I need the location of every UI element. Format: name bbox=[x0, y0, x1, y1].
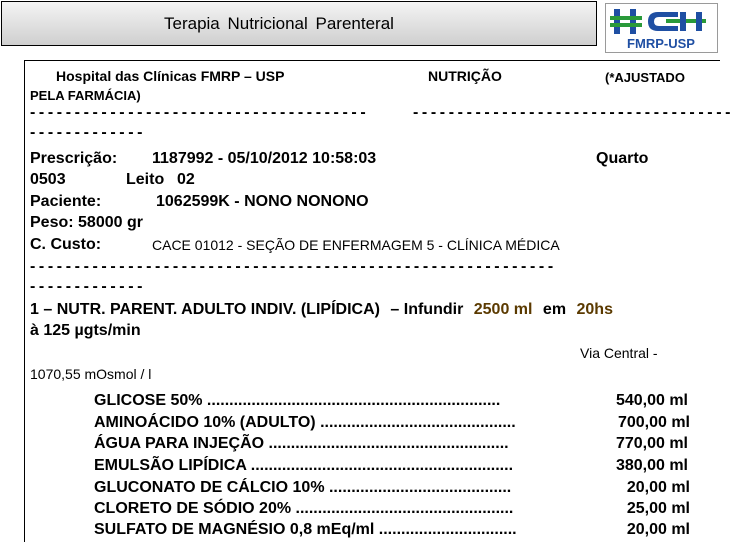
solution-name: ÁGUA PARA INJEÇÃO ...................................................... bbox=[94, 435, 509, 452]
infusion-rate: à 125 µgts/min bbox=[30, 322, 141, 339]
room-value: 0503 bbox=[30, 171, 66, 188]
slide-title: Terapia Nutricional Parenteral bbox=[1, 1, 597, 46]
bed-label: Leito bbox=[126, 171, 165, 188]
infusion-volume: 2500 ml bbox=[473, 301, 533, 318]
patient-value: 1062599K - NONO NONONO bbox=[156, 193, 369, 210]
separator-line: ------------- bbox=[618, 104, 734, 121]
adjusted-note: (*AJUSTADO bbox=[605, 70, 685, 85]
prescription-value: 1187992 - 05/10/2012 10:58:03 bbox=[152, 150, 377, 167]
solution-name: GLICOSE 50% .................................................................. bbox=[94, 392, 501, 409]
infusion-duration: 20hs bbox=[576, 301, 613, 318]
hc-fmrp-logo bbox=[605, 3, 718, 53]
room-label: Quarto bbox=[596, 150, 649, 167]
item-description: 1 – NUTR. PARENT. ADULTO INDIV. (LIPÍDICA) bbox=[30, 301, 380, 318]
solution-quantity: 20,00 ml bbox=[626, 521, 690, 538]
separator-line: ----------------------------------------------------------- bbox=[30, 258, 557, 275]
solution-quantity: 380,00 ml bbox=[615, 457, 688, 474]
solution-quantity: 540,00 ml bbox=[615, 392, 688, 409]
solution-quantity: 700,00 ml bbox=[617, 414, 690, 431]
separator-line: ------------------------ bbox=[413, 104, 628, 121]
prescription-item bbox=[30, 301, 613, 319]
solution-name: AMINOÁCIDO 10% (ADULTO) ............................................ bbox=[94, 414, 516, 431]
cost-center-label: C. Custo: bbox=[30, 236, 102, 253]
hc-logo-icon bbox=[606, 4, 717, 52]
solution-name: CLORETO DE SÓDIO 20% ................................................. bbox=[94, 500, 514, 517]
solution-quantity: 25,00 ml bbox=[626, 500, 690, 517]
prescription-label: Prescrição: bbox=[30, 150, 118, 167]
separator-line: ------------- bbox=[30, 278, 147, 295]
patient-label: Paciente: bbox=[30, 193, 102, 210]
cost-center-value: CACE 01012 - SEÇÃO DE ENFERMAGEM 5 - CLÍNICA MÉDICA bbox=[152, 237, 560, 253]
bed-value: 02 bbox=[177, 171, 195, 188]
hospital-name: Hospital das Clínicas FMRP – USP bbox=[56, 68, 285, 84]
solution-name: GLUCONATO DE CÁLCIO 10% ......................................... bbox=[94, 479, 512, 496]
osmolarity: 1070,55 mOsmol / l bbox=[30, 366, 152, 382]
solution-name: EMULSÃO LIPÍDICA ........................................................... bbox=[94, 457, 514, 474]
solution-quantity: 20,00 ml bbox=[626, 479, 690, 496]
route-of-administration: Via Central - bbox=[580, 345, 658, 361]
separator-line: ------------- bbox=[30, 124, 147, 141]
infuse-label: – Infundir bbox=[390, 301, 464, 318]
solution-quantity: 770,00 ml bbox=[615, 435, 688, 452]
adjusted-note-cont: PELA FARMÁCIA) bbox=[30, 88, 141, 103]
logo-text: FMRP-USP bbox=[627, 36, 695, 51]
service-name: NUTRIÇÃO bbox=[428, 68, 502, 84]
solution-name: SULFATO DE MAGNÉSIO 0,8 mEq/ml ............................... bbox=[94, 521, 517, 538]
separator-line: -------------------------------------- bbox=[30, 104, 370, 121]
patient-weight: Peso: 58000 gr bbox=[30, 214, 143, 231]
over-label: em bbox=[542, 301, 567, 318]
